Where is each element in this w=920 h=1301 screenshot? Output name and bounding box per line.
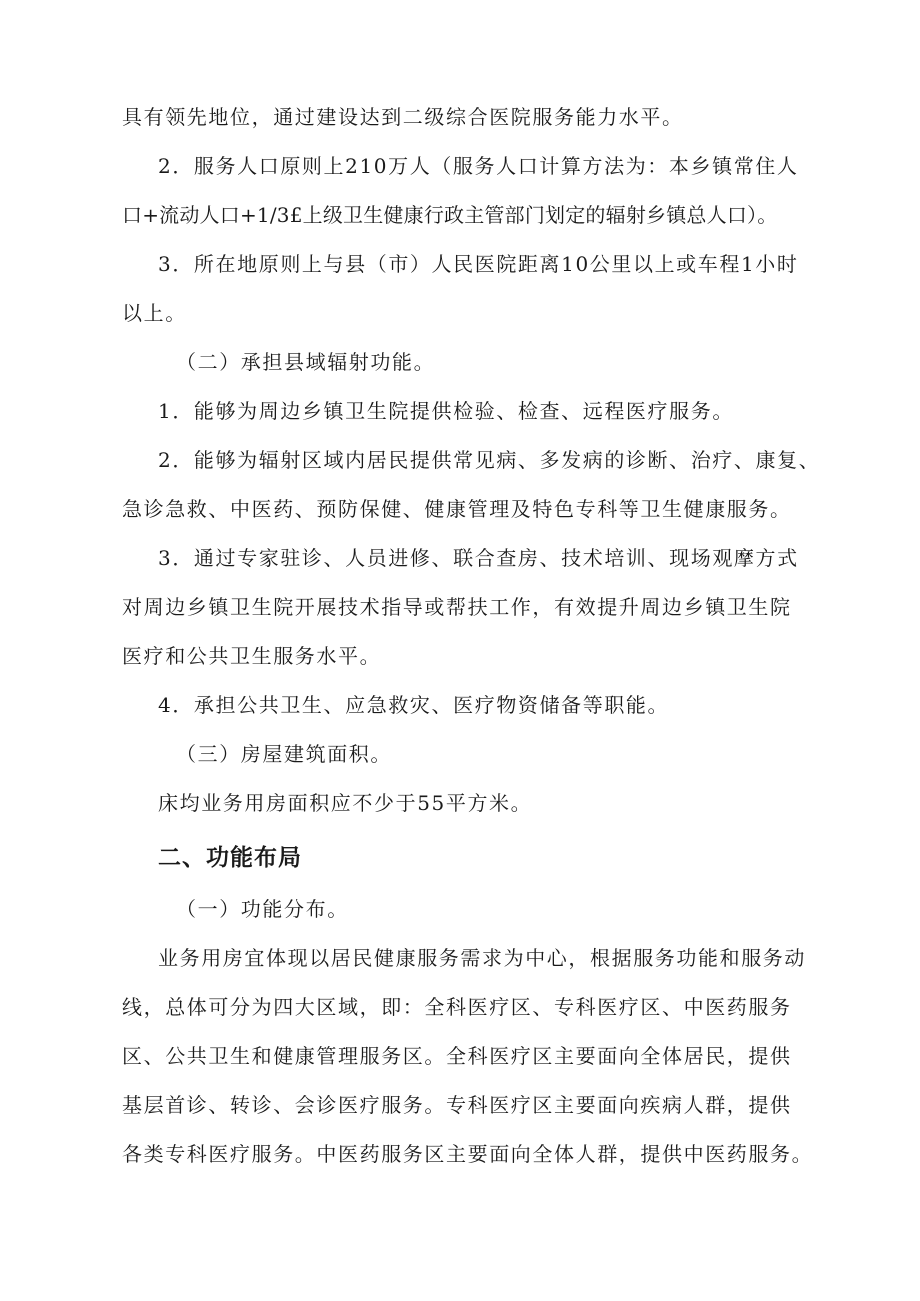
text-line: 区、公共卫生和健康管理服务区。全科医疗区主要面向全体居民，提供 [122, 1044, 792, 1068]
text-line: 各类专科医疗服务。中医药服务区主要面向全体人群，提供中医药服务。 [122, 1142, 814, 1166]
subheading-line: （一）功能分布。 [176, 897, 349, 921]
text-line: 4．承担公共卫生、应急救灾、医疗物资储备等职能。 [158, 693, 670, 717]
text-line: 对周边乡镇卫生院开展技术指导或帮扶工作，有效提升周边乡镇卫生院 [122, 595, 792, 619]
text-line: 1．能够为周边乡镇卫生院提供检验、检查、远程医疗服务。 [158, 399, 734, 423]
subheading-line: （三）房屋建筑面积。 [176, 742, 392, 766]
text-line: 3．通过专家驻诊、人员进修、联合查房、技术培训、现场观摩方式 [158, 546, 799, 570]
text-line: 医疗和公共卫生服务水平。 [122, 644, 382, 668]
text-line: 急诊急救、中医药、预防保健、健康管理及特色专科等卫生健康服务。 [122, 497, 792, 521]
section-heading: 二、功能布局 [158, 845, 302, 871]
text-line: 具有领先地位，通过建设达到二级综合医院服务能力水平。 [122, 105, 684, 129]
text-line: 2．服务人口原则上210万人（服务人口计算方法为：本乡镇常住人 [158, 154, 799, 178]
text-line: 口+流动人口+1/3£上级卫生健康行政主管部门划定的辐射乡镇总人口）。 [122, 203, 778, 227]
text-line: 2．能够为辐射区域内居民提供常见病、多发病的诊断、治疗、康复、 [158, 448, 821, 472]
text-line: 线，总体可分为四大区域，即：全科医疗区、专科医疗区、中医药服务 [122, 995, 792, 1019]
subheading-line: （二）承担县域辐射功能。 [176, 350, 436, 374]
text-line: 床均业务用房面积应不少于55平方米。 [158, 791, 533, 815]
text-line: 3．所在地原则上与县（市）人民医院距离10公里以上或车程1小时 [158, 252, 799, 276]
text-line: 以上。 [122, 301, 187, 325]
text-line: 基层首诊、转诊、会诊医疗服务。专科医疗区主要面向疾病人群，提供 [122, 1093, 792, 1117]
text-line: 业务用房宜体现以居民健康服务需求为中心，根据服务功能和服务动 [158, 946, 806, 970]
